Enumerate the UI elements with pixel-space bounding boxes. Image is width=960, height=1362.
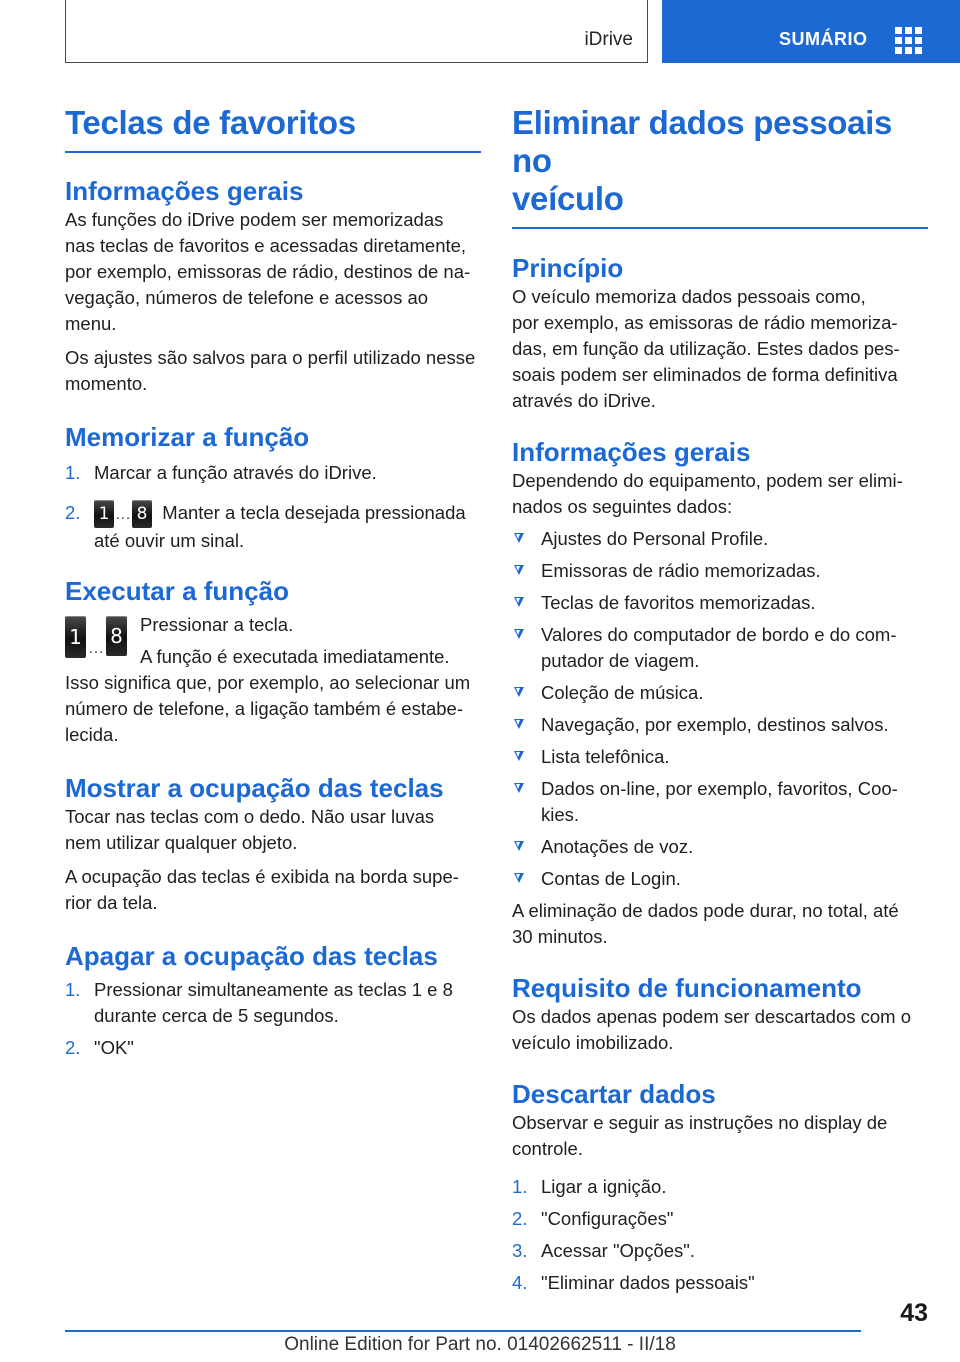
header-section-title: iDrive	[584, 29, 633, 50]
list-item: 1. Marcar a função através do iDrive.	[65, 461, 377, 483]
paragraph: O veículo memoriza dados pessoais como, por exemplo, as emissoras de rádio memoriza‐ das, em função da utilização. Estes dados pes‐ soais podem ser eliminados de forma definitiva através do iDrive.	[512, 285, 900, 411]
paragraph: Isso significa que, por exemplo, ao selecionar um número de telefone, a ligação também é estabe‐ lecida.	[65, 671, 471, 745]
list-item: Dados on-line, por exemplo, favoritos, Coo‐ kies.	[512, 776, 928, 828]
list-item: 1. Pressionar simultaneamente as teclas 1 e 8 durante cerca de 5 segundos.	[65, 978, 453, 1026]
bullet-triangle-icon	[514, 565, 524, 575]
heading-informacoes-gerais-left: Informações gerais	[65, 175, 304, 206]
heading-apagar-ocupacao: Apagar a ocupação das teclas	[65, 940, 438, 971]
footer-edition: Online Edition for Part no. 01402662511 - II/18	[284, 1334, 676, 1355]
paragraph: A função é executada imediatamente.	[140, 645, 450, 667]
right-page-title: Eliminar dados pessoais no veículo	[512, 104, 893, 217]
list-item: Ajustes do Personal Profile.	[512, 526, 928, 552]
favorite-keys-icon: 1 … 8	[65, 616, 129, 660]
bullet-triangle-icon	[514, 533, 524, 543]
paragraph: A ocupação das teclas é exibida na borda supe‐ rior da tela.	[65, 865, 459, 913]
list-item: 3. Acessar "Opções".	[512, 1239, 695, 1261]
list-item: Teclas de favoritos memorizadas.	[512, 590, 928, 616]
paragraph: As funções do iDrive podem ser memorizadas nas teclas de favoritos e acessadas diretamente, por exemplo, emissoras de rádio, destinos de na‐ vegação, números de telefone e acessos ao menu.	[65, 208, 471, 334]
list-item: Navegação, por exemplo, destinos salvos.	[512, 712, 928, 738]
heading-executar-funcao: Executar a função	[65, 575, 289, 606]
heading-memorizar-funcao: Memorizar a função	[65, 421, 310, 452]
heading-principio: Princípio	[512, 252, 624, 283]
left-column	[65, 100, 481, 1061]
right-column	[512, 100, 928, 1296]
favorite-key-8-icon: 8	[132, 500, 152, 528]
list-item: 4. "Eliminar dados pessoais"	[512, 1271, 755, 1293]
list-item: 2. "Configurações"	[512, 1207, 674, 1229]
list-item: 1. Ligar a ignição.	[512, 1175, 667, 1197]
list-item: 2. 1 … 8 Manter a tecla desejada pressionada até ouvir um sinal.	[65, 501, 466, 551]
left-page-title: Teclas de favoritos	[65, 104, 356, 141]
paragraph: Tocar nas teclas com o dedo. Não usar luvas nem utilizar qualquer objeto.	[65, 805, 435, 853]
toc-button[interactable]	[662, 0, 960, 63]
bullet-triangle-icon	[514, 783, 524, 793]
header-section-box	[65, 0, 648, 63]
title-rule	[65, 151, 481, 153]
heading-mostrar-ocupacao: Mostrar a ocupação das teclas	[65, 772, 444, 803]
bullet-triangle-icon	[514, 629, 524, 639]
bullet-triangle-icon	[514, 687, 524, 697]
list-item: Coleção de música.	[512, 680, 928, 706]
paragraph: Observar e seguir as instruções no display de controle.	[512, 1111, 888, 1159]
heading-requisito-funcionamento: Requisito de funcionamento	[512, 972, 862, 1003]
toc-button-label: SUMÁRIO	[779, 29, 868, 49]
paragraph: Dependendo do equipamento, podem ser elimi‐ nados os seguintes dados:	[512, 469, 903, 517]
bullet-triangle-icon	[514, 873, 524, 883]
paragraph: A eliminação de dados pode durar, no total, até 30 minutos.	[512, 899, 899, 947]
list-item: Contas de Login.	[512, 866, 928, 892]
paragraph: Os dados apenas podem ser descartados com o veículo imobilizado.	[512, 1005, 912, 1053]
list-item: Lista telefônica.	[512, 744, 928, 770]
title-rule	[512, 227, 928, 229]
execute-block	[65, 612, 481, 670]
favorite-key-1-icon: 1	[94, 500, 114, 528]
bullet-triangle-icon	[514, 597, 524, 607]
page-number: 43	[900, 1299, 928, 1327]
bullet-triangle-icon	[514, 841, 524, 851]
paragraph: Pressionar a tecla.	[140, 613, 294, 635]
heading-informacoes-gerais-right: Informações gerais	[512, 436, 751, 467]
list-item: 2. "OK"	[65, 1036, 134, 1058]
grid-menu-icon	[895, 27, 922, 54]
list-item: Valores do computador de bordo e do com‐ putador de viagem.	[512, 622, 928, 674]
paragraph: Os ajustes são salvos para o perfil utilizado nesse momento.	[65, 346, 476, 394]
list-item: Anotações de voz.	[512, 834, 928, 860]
bullet-triangle-icon	[514, 751, 524, 761]
heading-descartar-dados: Descartar dados	[512, 1078, 716, 1109]
list-item: Emissoras de rádio memorizadas.	[512, 558, 928, 584]
bullet-triangle-icon	[514, 719, 524, 729]
footer-rule	[65, 1330, 861, 1332]
